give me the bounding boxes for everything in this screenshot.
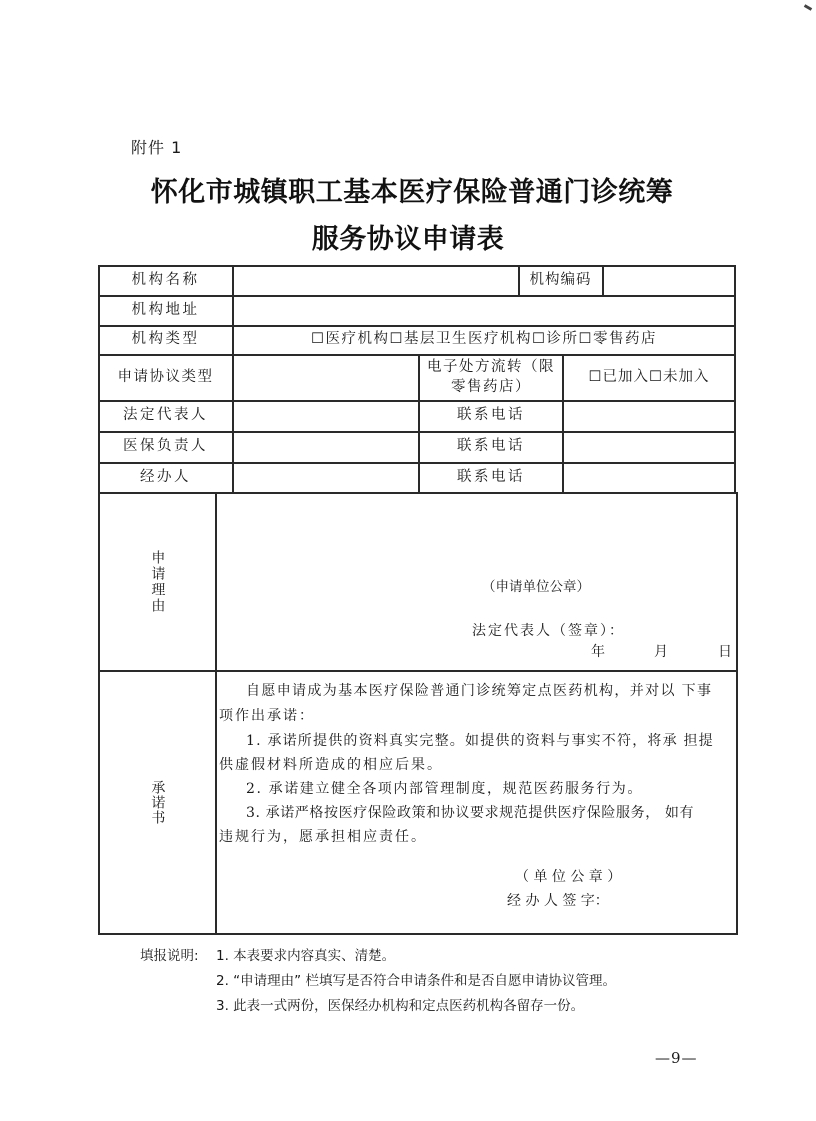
institution-address-field[interactable] — [234, 296, 734, 325]
notes-item3: 3. 此表一式两份，医保经办机构和定点医药机构各留存一份。 — [216, 998, 585, 1014]
institution-name-label: 机构名称 — [131, 271, 200, 288]
reason-day: 日 — [718, 644, 732, 660]
scan-mark — [804, 4, 812, 11]
pledge-intro-line2: 项作出承诺： — [219, 708, 315, 724]
page-title: 怀化市城镇职工基本医疗保险普通门诊统筹 — [150, 177, 674, 208]
insurance-manager-phone-label: 联系电话 — [457, 438, 525, 455]
institution-code-field[interactable] — [604, 266, 734, 295]
insurance-manager-label: 医保负责人 — [123, 438, 208, 455]
handler-phone-label: 联系电话 — [457, 468, 525, 485]
insurance-manager-phone-field[interactable] — [564, 432, 734, 462]
institution-address-label: 机构地址 — [131, 301, 200, 318]
legal-rep-phone-field[interactable] — [564, 401, 734, 431]
table-border-bottom — [98, 933, 738, 935]
reason-label-text: 申请理由 — [149, 549, 166, 614]
agreement-type-label: 申请协议类型 — [117, 368, 214, 385]
legal-rep-label: 法定代表人 — [123, 407, 208, 424]
pledge-item2: 2. 承诺建立健全各项内部管理制度，规范医药服务行为。 — [246, 781, 644, 797]
page-number: —9— — [655, 1049, 698, 1067]
reason-month: 月 — [654, 644, 668, 660]
table-border-right — [736, 492, 738, 934]
reason-seal: （申请单位公章） — [482, 579, 590, 595]
legal-rep-field[interactable] — [234, 401, 418, 431]
e-prescription-label: 电子处方流转（限零售药店） — [427, 358, 555, 395]
agreement-type-field[interactable] — [234, 355, 418, 400]
pledge-item1-line2: 供虚假材料所造成的相应后果。 — [219, 757, 443, 773]
pledge-label — [99, 671, 215, 933]
pledge-item3-line1: 3. 承诺严格按医疗保险政策和协议要求规范提供医疗保险服务， 如有 — [246, 805, 695, 821]
institution-code-label: 机构编码 — [529, 271, 592, 288]
reason-year: 年 — [591, 644, 605, 660]
pledge-seal: （ 单 位 公 章 ） — [515, 869, 622, 885]
reason-signature: 法定代表人（签章）： — [472, 623, 625, 639]
pledge-item1-line1: 1. 承诺所提供的资料真实完整。如提供的资料与事实不符，将承 担提 — [246, 733, 714, 749]
reason-label — [99, 493, 215, 670]
pledge-signature: 经 办 人 签 字： — [507, 893, 609, 909]
notes-heading: 填报说明: — [140, 948, 199, 964]
institution-type-options[interactable]: ☐医疗机构☐基层卫生医疗机构☐诊所☐零售药店 — [311, 331, 657, 348]
pledge-intro-line1: 自愿申请成为基本医疗保险普通门诊统筹定点医药机构，并对以 下事 — [246, 683, 713, 699]
page-subtitle: 服务协议申请表 — [311, 224, 505, 255]
notes-item2: 2. “申请理由” 栏填写是否符合申请条件和是否自愿申请协议管理。 — [216, 973, 616, 989]
handler-field[interactable] — [234, 463, 418, 492]
pledge-label-text: 承诺书 — [149, 779, 166, 825]
attachment-label: 附件 1 — [131, 138, 183, 157]
institution-type-label: 机构类型 — [131, 331, 200, 348]
pledge-item3-line2: 违规行为，愿承担相应责任。 — [219, 829, 427, 845]
table-border-right — [734, 265, 736, 493]
insurance-manager-field[interactable] — [234, 432, 418, 462]
handler-phone-field[interactable] — [564, 463, 734, 492]
legal-rep-phone-label: 联系电话 — [457, 407, 525, 424]
handler-label: 经办人 — [140, 468, 191, 485]
e-prescription-options[interactable]: ☐已加入☐未加入 — [588, 368, 710, 385]
notes-item1: 1. 本表要求内容真实、清楚。 — [216, 948, 396, 964]
institution-name-field[interactable] — [234, 266, 518, 295]
